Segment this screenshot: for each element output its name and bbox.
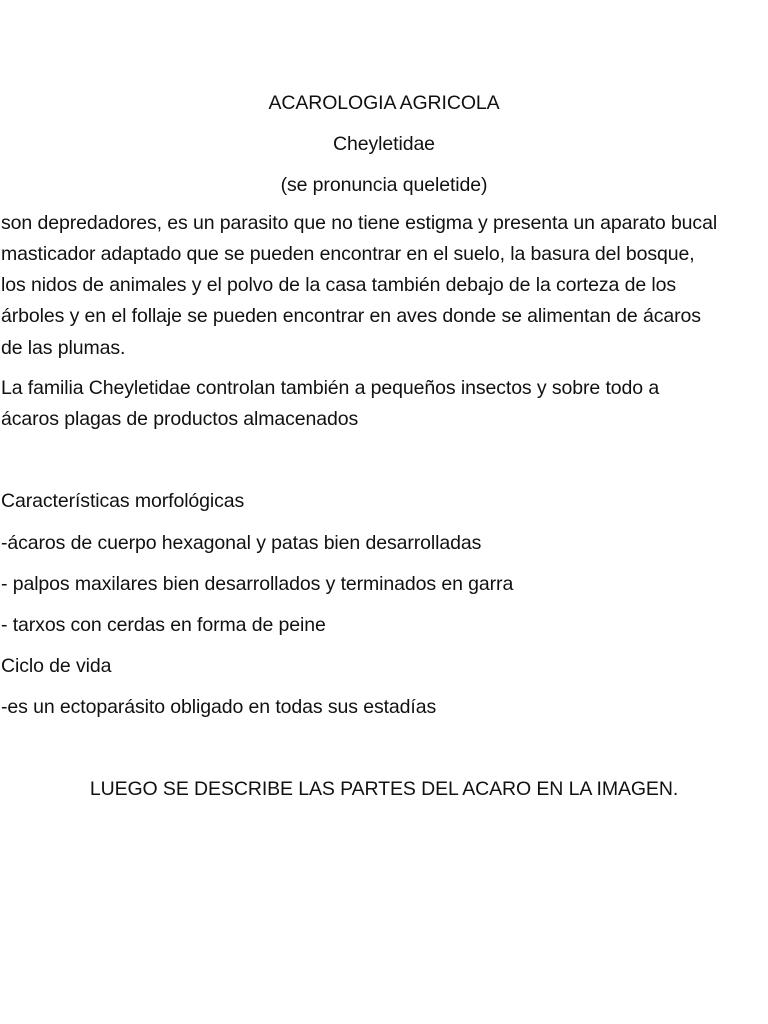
- morphology-item: - tarxos con cerdas en forma de peine: [1, 614, 326, 636]
- pronunciation-note: (se pronuncia queletide): [280, 174, 488, 196]
- lifecycle-item: -es un ectoparásito obligado en todas sus estadías: [1, 696, 437, 718]
- paragraph1-line: los nidos de animales y el polvo de la casa también debajo de la corteza de los: [1, 274, 677, 296]
- paragraph2-line: La familia Cheyletidae controlan también a pequeños insectos y sobre todo a: [1, 377, 660, 399]
- paragraph2-line: ácaros plagas de productos almacenados: [1, 408, 359, 430]
- morphology-item: - palpos maxilares bien desarrollados y terminados en garra: [1, 573, 514, 595]
- closing-note: LUEGO SE DESCRIBE LAS PARTES DEL ACARO EN LA IMAGEN.: [89, 778, 679, 800]
- family-name: Cheyletidae: [333, 133, 435, 155]
- paragraph1-line: árboles y en el follaje se pueden encontrar en aves donde se alimentan de ácaros: [1, 305, 701, 327]
- paragraph1-line: son depredadores, es un parasito que no tiene estigma y presenta un aparato bucal: [1, 212, 718, 234]
- lifecycle-heading: Ciclo de vida: [1, 655, 112, 677]
- paragraph1-line: de las plumas.: [1, 337, 126, 359]
- morphology-item: -ácaros de cuerpo hexagonal y patas bien desarrolladas: [1, 532, 482, 554]
- morphology-heading: Características morfológicas: [1, 490, 245, 512]
- document-title: ACAROLOGIA AGRICOLA: [268, 92, 500, 114]
- paragraph1-line: masticador adaptado que se pueden encontrar en el suelo, la basura del bosque,: [1, 243, 695, 265]
